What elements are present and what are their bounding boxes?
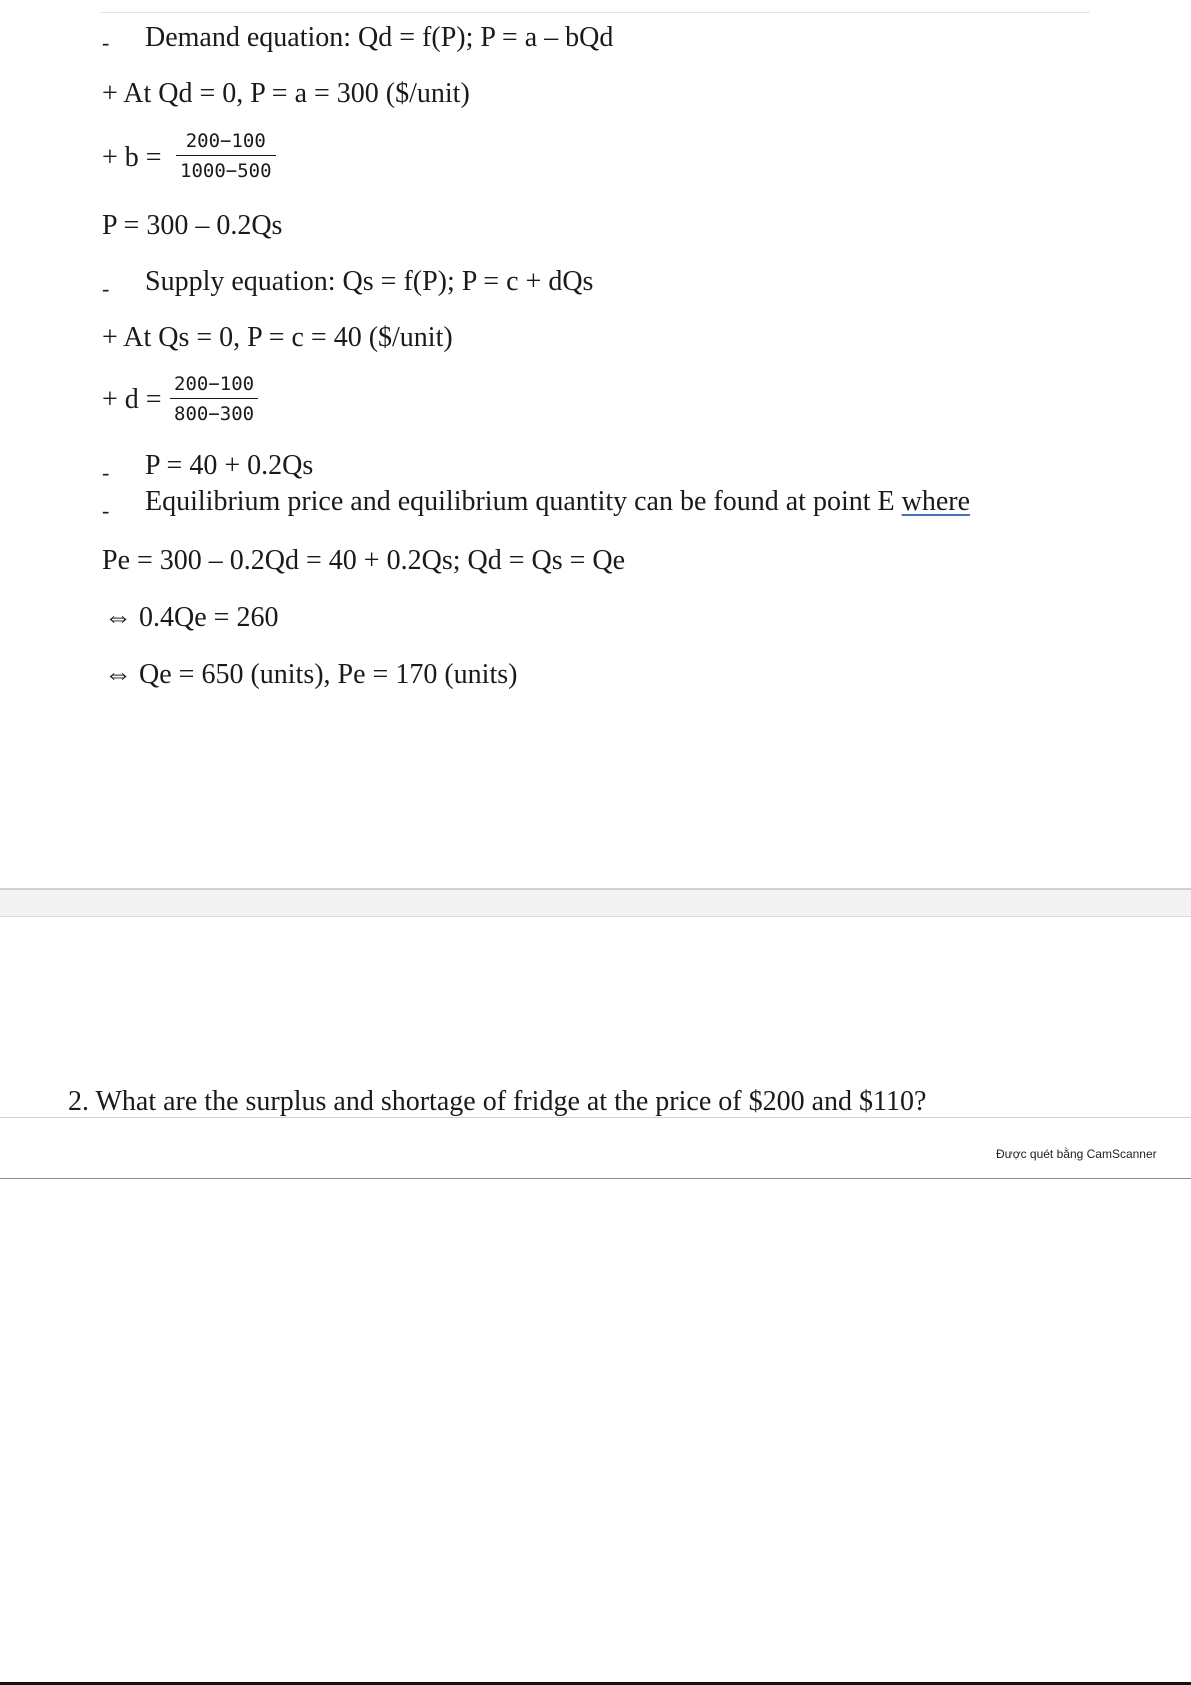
slope-d-label: + d = [102, 384, 162, 415]
question-cutoff-line [0, 1117, 1191, 1118]
equilibrium-equation: Pe = 300 – 0.2Qd = 40 + 0.2Qs; Qd = Qs = Qe [102, 545, 626, 576]
demand-result: P = 300 – 0.2Qs [102, 210, 283, 241]
fraction-denominator: 1000−500 [180, 160, 272, 182]
demand-intercept: + At Qd = 0, P = a = 300 ($/unit) [102, 78, 470, 109]
slope-d-fraction [170, 373, 258, 425]
equilibrium-answer: ⇔ Qe = 650 (units), Pe = 170 (units) [104, 659, 518, 690]
bullet-dash: - [102, 460, 110, 485]
question-2: 2. What are the surplus and shortage of fridge at the price of $200 and $110? [68, 1086, 927, 1117]
fraction-denominator: 800−300 [174, 403, 255, 425]
page-break-band [0, 890, 1191, 916]
fraction-numerator: 200−100 [170, 373, 258, 399]
equilibrium-statement [145, 486, 970, 518]
slope-b-fraction [176, 130, 276, 182]
bullet-dash: - [102, 498, 110, 523]
supply-intercept: + At Qs = 0, P = c = 40 ($/unit) [102, 322, 453, 353]
bullet-dash: - [102, 30, 110, 55]
scan-bottom-edge [0, 1178, 1191, 1179]
supply-result: P = 40 + 0.2Qs [145, 450, 314, 481]
supply-equation: Supply equation: Qs = f(P); P = c + dQs [145, 266, 594, 297]
where-word: where [901, 486, 971, 517]
camscanner-stamp: Được quét bằng CamScanner [996, 1147, 1157, 1161]
demand-equation: Demand equation: Qd = f(P); P = a – bQd [145, 22, 614, 53]
slope-b-label: + b = [102, 142, 162, 173]
equilibrium-text: Equilibrium price and equilibrium quantity can be found at point E [145, 486, 895, 517]
bullet-dash: - [102, 276, 110, 301]
page-break-bottom [0, 916, 1191, 917]
equilibrium-step: ⇔ 0.4Qe = 260 [104, 602, 279, 633]
top-page-edge [100, 12, 1090, 13]
fraction-numerator: 200−100 [176, 130, 276, 156]
